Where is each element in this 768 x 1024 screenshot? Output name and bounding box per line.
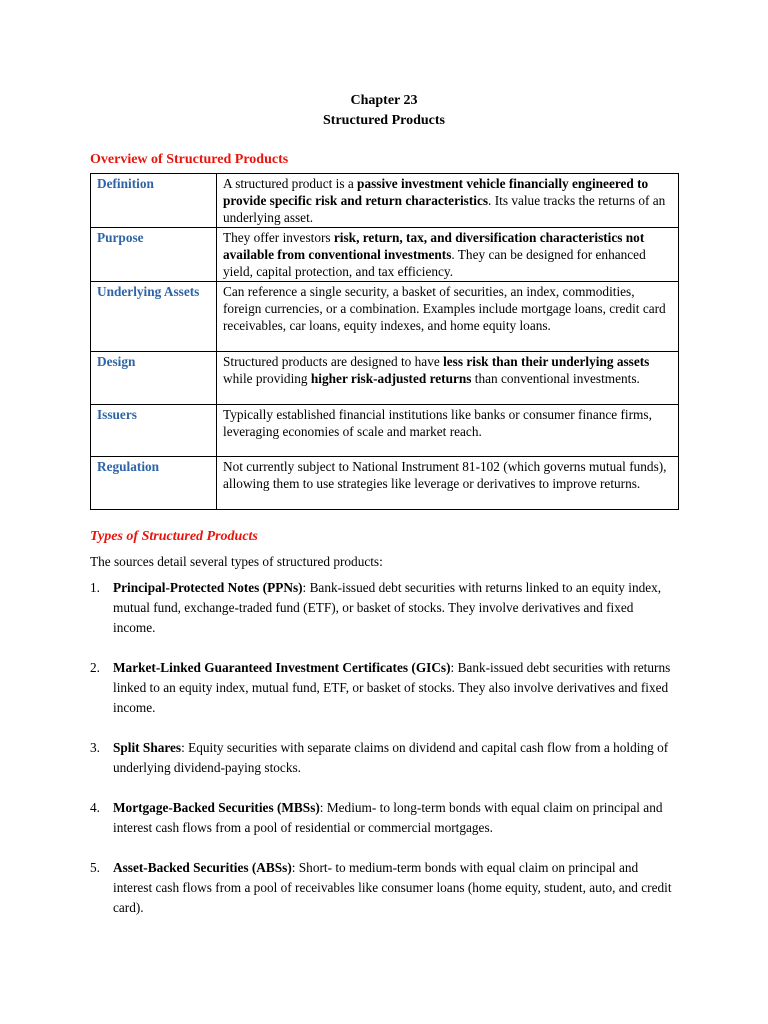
list-term: Asset-Backed Securities (ABSs) [113,860,292,875]
row-description [217,282,679,352]
list-item [90,658,678,718]
chapter-title: Structured Products [323,113,445,128]
emphasis-text: risk, return, tax, and diversification characteristics not available from conventional investments [223,230,645,262]
text-run: . They can be designed for enhanced yield, capital protection, and tax efficiency. [223,247,646,279]
overview-row [91,174,679,228]
types-intro: The sources detail several types of structured products: [90,554,383,569]
overview-row [91,228,679,282]
row-label: Regulation [91,457,217,510]
emphasis-text: less risk than their underlying assets [443,354,650,369]
row-label: Definition [91,174,217,228]
row-description [217,228,679,282]
row-description [217,457,679,510]
text-run: They offer investors [223,230,334,245]
overview-table [90,173,679,510]
text-run: Not currently subject to National Instrument 81-102 (which governs mutual funds), allowing them to use strategies like leverage or derivatives to improve returns. [223,459,667,491]
row-label: Issuers [91,405,217,457]
overview-heading: Overview of Structured Products [90,152,289,167]
list-term: Mortgage-Backed Securities (MBSs) [113,800,320,815]
row-description [217,405,679,457]
emphasis-text: higher risk-adjusted returns [310,371,472,386]
list-number: 4. [90,800,100,815]
emphasis-text: passive investment vehicle financially engineered to provide specific risk and return characteristics [223,176,649,208]
list-number: 2. [90,660,100,675]
row-label: Underlying Assets [91,282,217,352]
overview-row [91,457,679,510]
list-item [90,578,678,638]
overview-row [91,352,679,405]
chapter-number: Chapter 23 [350,93,418,108]
list-number: 3. [90,740,100,755]
text-run: Typically established financial institutions like banks or consumer finance firms, leveraging economies of scale and market reach. [223,407,652,439]
text-run: Can reference a single security, a basket of securities, an index, commodities, foreign currencies, or a combination. Examples include mortgage loans, credit card receivables, car loans, equity indexes, and home equity loans. [223,284,666,333]
list-description: : Short- to medium-term bonds with equal claim on principal and interest cash flows from a pool of receivables like consumer loans (home equity, student, auto, and credit card). [113,860,672,915]
text-run: while providing [223,371,311,386]
list-term: Principal-Protected Notes (PPNs) [113,580,303,595]
row-description [217,174,679,228]
overview-row [91,405,679,457]
text-run: than conventional investments. [471,371,640,386]
list-number: 1. [90,580,100,595]
list-description: : Bank-issued debt securities with returns linked to an equity index, mutual fund, exchange-traded fund (ETF), or basket of stocks. They involve derivatives and fixed income. [113,580,662,635]
list-term: Market-Linked Guaranteed Investment Certificates (GICs) [113,660,451,675]
overview-row [91,282,679,352]
text-run: . Its value tracks the returns of an underlying asset. [223,193,666,225]
list-description: : Equity securities with separate claims on dividend and capital cash flow from a holding of underlying dividend-paying stocks. [113,740,669,775]
row-label: Purpose [91,228,217,282]
types-heading: Types of Structured Products [90,529,258,544]
list-description: : Medium- to long-term bonds with equal claim on principal and interest cash flows from a pool of residential or commercial mortgages. [113,800,663,835]
row-label: Design [91,352,217,405]
list-item [90,858,678,918]
types-list [90,578,678,938]
list-term: Split Shares [113,740,182,755]
list-item [90,798,678,838]
list-item [90,738,678,778]
list-number: 5. [90,860,100,875]
row-description [217,352,679,405]
text-run: Structured products are designed to have [223,354,444,369]
list-description: : Bank-issued debt securities with returns linked to an equity index, mutual fund, ETF, or basket of stocks. They also involve derivatives and fixed income. [113,660,671,715]
text-run: A structured product is a [223,176,358,191]
